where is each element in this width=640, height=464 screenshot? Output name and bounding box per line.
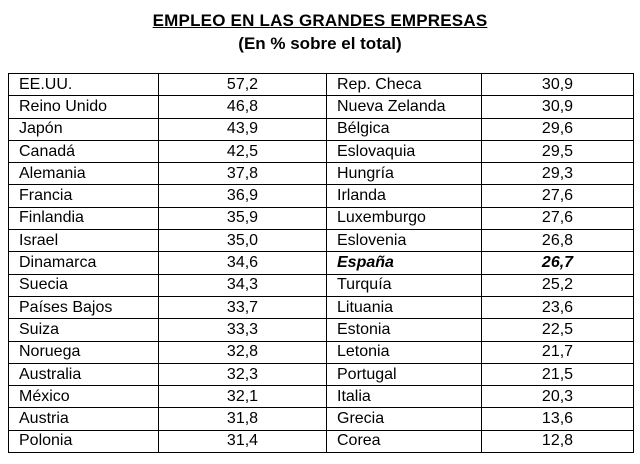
value-cell: 32,1 (159, 386, 327, 408)
country-cell: Dinamarca (9, 252, 159, 274)
value-cell: 27,6 (482, 207, 634, 229)
country-cell: Eslovaquia (327, 140, 482, 162)
country-cell: Grecia (327, 408, 482, 430)
country-cell: Finlandia (9, 207, 159, 229)
table-row (9, 163, 634, 185)
table-row (9, 296, 634, 318)
value-cell: 31,4 (159, 430, 327, 452)
country-cell: Corea (327, 430, 482, 452)
table-row (9, 185, 634, 207)
country-cell: Lituania (327, 296, 482, 318)
table-subtitle: (En % sobre el total) (238, 34, 402, 53)
table-row (9, 230, 634, 252)
value-cell: 13,6 (482, 408, 634, 430)
value-cell: 30,9 (482, 96, 634, 118)
country-cell: Australia (9, 363, 159, 385)
country-cell: Hungría (327, 163, 482, 185)
value-cell: 35,0 (159, 230, 327, 252)
employment-table (8, 73, 634, 453)
value-cell: 29,6 (482, 118, 634, 140)
country-cell: España (327, 252, 482, 274)
table-row (9, 386, 634, 408)
value-cell: 37,8 (159, 163, 327, 185)
country-cell: Rep. Checa (327, 74, 482, 96)
value-cell: 33,3 (159, 319, 327, 341)
value-cell: 33,7 (159, 296, 327, 318)
country-cell: Países Bajos (9, 296, 159, 318)
table-row (9, 207, 634, 229)
country-cell: Canadá (9, 140, 159, 162)
value-cell: 36,9 (159, 185, 327, 207)
country-cell: Luxemburgo (327, 207, 482, 229)
country-cell: Bélgica (327, 118, 482, 140)
country-cell: EE.UU. (9, 74, 159, 96)
country-cell: Suiza (9, 319, 159, 341)
value-cell: 26,7 (482, 252, 634, 274)
employment-table-body (9, 74, 634, 453)
table-row (9, 430, 634, 452)
table-row (9, 319, 634, 341)
table-row (9, 363, 634, 385)
country-cell: Italia (327, 386, 482, 408)
value-cell: 20,3 (482, 386, 634, 408)
country-cell: Reino Unido (9, 96, 159, 118)
value-cell: 27,6 (482, 185, 634, 207)
value-cell: 29,5 (482, 140, 634, 162)
value-cell: 21,5 (482, 363, 634, 385)
value-cell: 32,3 (159, 363, 327, 385)
value-cell: 12,8 (482, 430, 634, 452)
table-row (9, 252, 634, 274)
country-cell: Alemania (9, 163, 159, 185)
table-row (9, 408, 634, 430)
table-row (9, 274, 634, 296)
country-cell: Polonia (9, 430, 159, 452)
country-cell: México (9, 386, 159, 408)
table-row (9, 118, 634, 140)
country-cell: Irlanda (327, 185, 482, 207)
table-row (9, 341, 634, 363)
country-cell: Estonia (327, 319, 482, 341)
table-row (9, 74, 634, 96)
value-cell: 31,8 (159, 408, 327, 430)
country-cell: Eslovenia (327, 230, 482, 252)
country-cell: Letonia (327, 341, 482, 363)
value-cell: 57,2 (159, 74, 327, 96)
country-cell: Francia (9, 185, 159, 207)
value-cell: 32,8 (159, 341, 327, 363)
country-cell: Portugal (327, 363, 482, 385)
value-cell: 43,9 (159, 118, 327, 140)
value-cell: 23,6 (482, 296, 634, 318)
table-row (9, 140, 634, 162)
country-cell: Nueva Zelanda (327, 96, 482, 118)
country-cell: Israel (9, 230, 159, 252)
country-cell: Austria (9, 408, 159, 430)
country-cell: Turquía (327, 274, 482, 296)
value-cell: 25,2 (482, 274, 634, 296)
value-cell: 22,5 (482, 319, 634, 341)
country-cell: Noruega (9, 341, 159, 363)
value-cell: 42,5 (159, 140, 327, 162)
country-cell: Suecia (9, 274, 159, 296)
value-cell: 29,3 (482, 163, 634, 185)
value-cell: 30,9 (482, 74, 634, 96)
value-cell: 34,6 (159, 252, 327, 274)
value-cell: 26,8 (482, 230, 634, 252)
value-cell: 35,9 (159, 207, 327, 229)
table-row (9, 96, 634, 118)
country-cell: Japón (9, 118, 159, 140)
table-title: EMPLEO EN LAS GRANDES EMPRESAS (152, 11, 488, 30)
value-cell: 21,7 (482, 341, 634, 363)
value-cell: 46,8 (159, 96, 327, 118)
value-cell: 34,3 (159, 274, 327, 296)
